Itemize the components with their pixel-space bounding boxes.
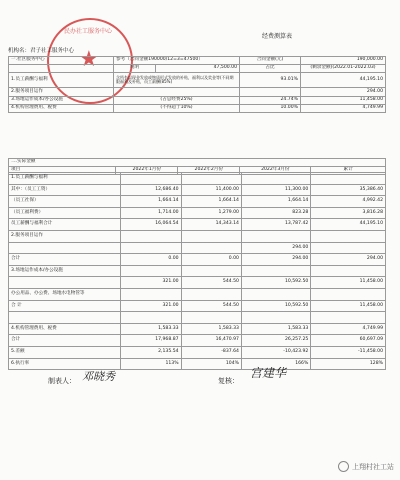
- table-cell: 11,458.00: [311, 300, 386, 312]
- watermark-text: 上翔村社工站: [352, 462, 394, 471]
- table-row: [9, 96, 386, 104]
- table-cell: 参考（合同金额190000/12=3=47500）: [114, 57, 240, 65]
- table-cell: 3.场地运作成本/办公设施: [9, 265, 121, 277]
- table-cell: 11,400.00: [181, 184, 241, 196]
- maker-label: 制表人：: [48, 377, 76, 385]
- table-row: [9, 207, 386, 219]
- table-row: [9, 277, 386, 289]
- budget-table: [8, 56, 386, 113]
- table-cell: 说明: [114, 65, 156, 73]
- table-cell: 4.机构管理费用、税费: [9, 104, 114, 112]
- table-row: [9, 196, 386, 208]
- section-heading: 一.社区服务中心: [9, 57, 114, 65]
- maker-signature: 邓晓秀: [82, 370, 115, 383]
- table-cell: [9, 65, 114, 73]
- table-cell: -837.64: [181, 346, 241, 358]
- table-cell: 3.场地运作成本/办公设施: [9, 96, 114, 104]
- table-cell: 24.74%: [240, 96, 301, 104]
- table-row: [9, 159, 386, 167]
- table-cell: 13,787.42: [241, 219, 310, 231]
- actual-amount-rows: [8, 172, 386, 370]
- table-cell: 104%: [181, 358, 241, 370]
- table-cell: 294.00: [311, 254, 386, 266]
- table-cell: 44,195.10: [311, 219, 386, 231]
- table-cell: [311, 173, 386, 185]
- table-cell: [121, 173, 181, 185]
- table-cell: 合 计: [9, 300, 121, 312]
- table-cell: 4,749.99: [301, 104, 386, 112]
- table-cell: 1,583.33: [241, 323, 310, 335]
- table-cell: [121, 312, 181, 324]
- table-row: [9, 358, 386, 370]
- table-cell: [311, 265, 386, 277]
- table-cell: 544.50: [181, 277, 241, 289]
- table-cell: 4.机构管理费用、税费: [9, 323, 121, 335]
- table-cell: 2.服务项目运作: [9, 230, 121, 242]
- table-cell: 1,714.00: [121, 207, 181, 219]
- table-cell: 4,992.42: [311, 196, 386, 208]
- table-cell: 3,816.28: [311, 207, 386, 219]
- table-cell: 0.00: [181, 254, 241, 266]
- watermark: [338, 461, 394, 472]
- table-cell: 占比: [240, 65, 301, 73]
- table-cell: 员工薪酬与福利合计: [9, 219, 121, 231]
- table-cell: 1.员工薪酬与福利: [9, 173, 121, 185]
- table-row: [9, 323, 386, 335]
- table-cell: 17,968.87: [121, 335, 181, 347]
- table-cell: [121, 288, 181, 300]
- table-cell: -11,458.00: [311, 346, 386, 358]
- wechat-icon: [338, 461, 349, 472]
- table-cell: [9, 277, 121, 289]
- table-cell: 823.28: [241, 207, 310, 219]
- table-cell: 含所有以现金发放或物质形式发放的补贴，福利以及奖金等(不同期限福利及补贴，员工薪酬(85%): [114, 73, 240, 88]
- table-cell: [181, 312, 241, 324]
- table-cell: 294.00: [241, 254, 310, 266]
- table-row: [9, 300, 386, 312]
- table-cell: 190,000.00: [301, 57, 386, 65]
- table-cell: 93.01%: [240, 73, 301, 88]
- table-cell: [311, 312, 386, 324]
- table-cell: 113%: [121, 358, 181, 370]
- table-cell: 1,583.33: [121, 323, 181, 335]
- sheet-title: 经费测算表: [261, 33, 292, 40]
- table-row: [9, 254, 386, 266]
- column-header: 累计: [311, 167, 386, 175]
- table-cell: 321.00: [121, 277, 181, 289]
- table-cell: 合计: [9, 335, 121, 347]
- table-cell: 1,664.14: [121, 196, 181, 208]
- table-cell: -10,423.92: [241, 346, 310, 358]
- table-row: [9, 288, 386, 300]
- table-cell: （员工社保）: [9, 196, 121, 208]
- column-header: 2022年3月份: [240, 167, 311, 175]
- table-cell: 11,458.00: [311, 277, 386, 289]
- table-row: [9, 184, 386, 196]
- table-cell: [311, 242, 386, 254]
- table-cell: [241, 265, 310, 277]
- table-row: [9, 73, 386, 88]
- table-cell: 60,697.09: [311, 335, 386, 347]
- table-row: [9, 65, 386, 73]
- table-cell: [181, 265, 241, 277]
- table-cell: 11,300.00: [241, 184, 310, 196]
- table-cell: 544.50: [181, 300, 241, 312]
- table-cell: 16,064.54: [121, 219, 181, 231]
- table-cell: 2,135.54: [121, 346, 181, 358]
- table-cell: 12,686.40: [121, 184, 181, 196]
- table-cell: 294.00: [241, 242, 310, 254]
- table-row: [9, 346, 386, 358]
- table-cell: [311, 230, 386, 242]
- table-cell: (不得超于10%): [114, 104, 240, 112]
- table-cell: 其中：（员工工资）: [9, 184, 121, 196]
- table-cell: 5.差额: [9, 346, 121, 358]
- table-cell: 10,592.50: [241, 277, 310, 289]
- table-cell: （员工福利费）: [9, 207, 121, 219]
- table-cell: 1,664.14: [241, 196, 310, 208]
- table-row: [9, 104, 386, 112]
- table-cell: [181, 242, 241, 254]
- table-cell: 合同金额(元): [240, 57, 301, 65]
- table-cell: 1,583.33: [181, 323, 241, 335]
- table-cell: [311, 288, 386, 300]
- table-cell: 1,279.00: [181, 207, 241, 219]
- table-cell: 11,458.00: [301, 96, 386, 104]
- table-cell: 47,500.00: [156, 65, 240, 73]
- table-row: [9, 312, 386, 324]
- table-cell: [121, 242, 181, 254]
- table-cell: 26,257.25: [241, 335, 310, 347]
- table-cell: [114, 88, 240, 96]
- table-row: [9, 265, 386, 277]
- table-row: [9, 230, 386, 242]
- table-cell: 35,386.40: [311, 184, 386, 196]
- table-cell: [9, 312, 121, 324]
- table-cell: (占总经费25%): [114, 96, 240, 104]
- table-cell: 166%: [241, 358, 310, 370]
- reviewer-label: 复核：: [218, 377, 239, 385]
- table-cell: 321.00: [121, 300, 181, 312]
- table-cell: 6.执行率: [9, 358, 121, 370]
- table-row: [9, 242, 386, 254]
- table-cell: [181, 173, 241, 185]
- seal-star-icon: ★: [79, 47, 99, 72]
- table-cell: 合计: [9, 254, 121, 266]
- table-cell: [181, 230, 241, 242]
- section-heading: 二.实际金额: [9, 159, 386, 167]
- column-header: 项目: [9, 167, 116, 175]
- table-cell: 1,664.14: [181, 196, 241, 208]
- reviewer-signature: 宫建华: [250, 366, 287, 380]
- table-row: [9, 173, 386, 185]
- seal-text: 民办社工服务中心: [63, 28, 112, 35]
- column-header: 2022年2月份: [178, 167, 240, 175]
- table-cell: 2.服务项目运作: [9, 88, 114, 96]
- table-row: [9, 219, 386, 231]
- table-cell: 10,592.50: [241, 300, 310, 312]
- table-row: [9, 88, 386, 96]
- table-cell: [181, 288, 241, 300]
- column-header: 2022年1月份: [116, 167, 178, 175]
- table-cell: 44,195.10: [301, 73, 386, 88]
- table-cell: [241, 288, 310, 300]
- table-cell: 128%: [311, 358, 386, 370]
- table-cell: 0.00: [121, 254, 181, 266]
- table-row: [9, 57, 386, 65]
- table-cell: 10.00%: [240, 104, 301, 112]
- table-cell: 16,470.97: [181, 335, 241, 347]
- table-cell: 14,343.14: [181, 219, 241, 231]
- table-cell: [241, 312, 310, 324]
- table-cell: [121, 265, 181, 277]
- table-cell: 1.员工薪酬与福利: [9, 73, 114, 88]
- table-cell: 办公用品、办公费、场地水电物管等: [9, 288, 121, 300]
- table-cell: [241, 230, 310, 242]
- table-cell: (剩余金额)(2022.01-2022.03): [301, 65, 386, 73]
- table-cell: [9, 242, 121, 254]
- table-cell: 294.00: [301, 88, 386, 96]
- table-cell: [121, 230, 181, 242]
- table-row: [9, 335, 386, 347]
- table-cell: 4,749.99: [311, 323, 386, 335]
- table-cell: [240, 88, 301, 96]
- table-cell: [241, 173, 310, 185]
- org-line: 机构名：君子社工服务中心: [8, 48, 75, 54]
